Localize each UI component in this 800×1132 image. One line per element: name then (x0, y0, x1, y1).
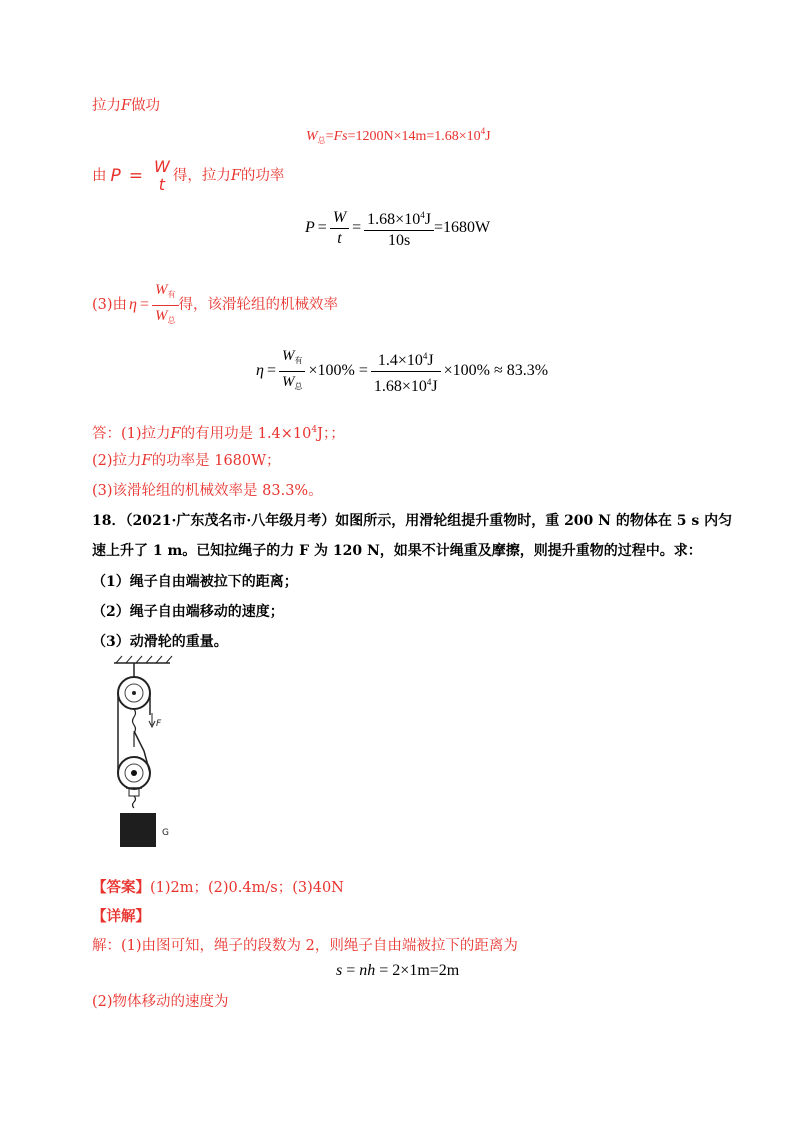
answer-line-1: 答：(1)拉力F的有用功是 $1.4\times 10^4J$；； (92, 425, 345, 442)
solution-line-2: (2)物体移动的速度为 (92, 994, 229, 1010)
detail-heading: 【详解】 (92, 908, 150, 925)
answer-summary: 【答案】(1)2m；(2)0.4m/s；(3)40N (92, 879, 344, 896)
solution-line-1: 解：(1)由图可知，绳子的段数为 2，则绳子自由端被拉下的距离为 (92, 938, 518, 954)
line-efficiency-formula: (3)由 η = $\frac{W_有}{W_总}$ 得，该滑轮组的机械效率 (92, 281, 339, 325)
line-work-intro: 拉力F做功 (92, 98, 161, 114)
answer-line-2: (2)拉力F的功率是 1680W； (92, 453, 281, 469)
weight-block (120, 813, 156, 847)
question-18-sub-1: （1）绳子自由端被拉下的距离； (92, 574, 298, 590)
question-18-line-2: 速上升了 1 m。已知拉绳子的力 F 为 120 N，如果不计绳重及摩擦，则提升重物的过程中。求： (92, 543, 702, 559)
ceiling-hatch (116, 656, 172, 663)
equation-distance: s = nh = 2×1m=2m (336, 962, 460, 979)
equation-efficiency: η = $\frac{W_有}{W_总}$ ×100% = $\frac{1.4\times 10^4J}{1.68\times 10^4J}$ ×100% ≈ 83.3% (256, 347, 549, 395)
equation-total-work: $W_总=Fs=1200N\times 14m=1.68\times 10^4J$ (306, 126, 491, 145)
question-18-line-1: 18．（2021·广东茂名市·八年级月考）如图所示，用滑轮组提升重物时，重 200 N 的物体在 5 s 内匀 (92, 513, 733, 529)
weight-label: G (162, 828, 169, 838)
question-18-sub-3: （3）动滑轮的重量。 (92, 634, 228, 650)
question-18-sub-2: （2）绳子自由端移动的速度； (92, 604, 284, 620)
answer-line-3: (3)该滑轮组的机械效率是 83.3%。 (92, 483, 323, 499)
line-power-formula: 由 P = W t 得，拉力 F 的功率 (92, 157, 285, 194)
force-label: F (156, 719, 162, 729)
rope-right (134, 731, 150, 773)
pulley-diagram (100, 655, 190, 855)
equation-power: P = $\frac{W}{t}$ = $\frac{1.68\times 10^4J}{10s}$ =1680W (305, 205, 490, 251)
